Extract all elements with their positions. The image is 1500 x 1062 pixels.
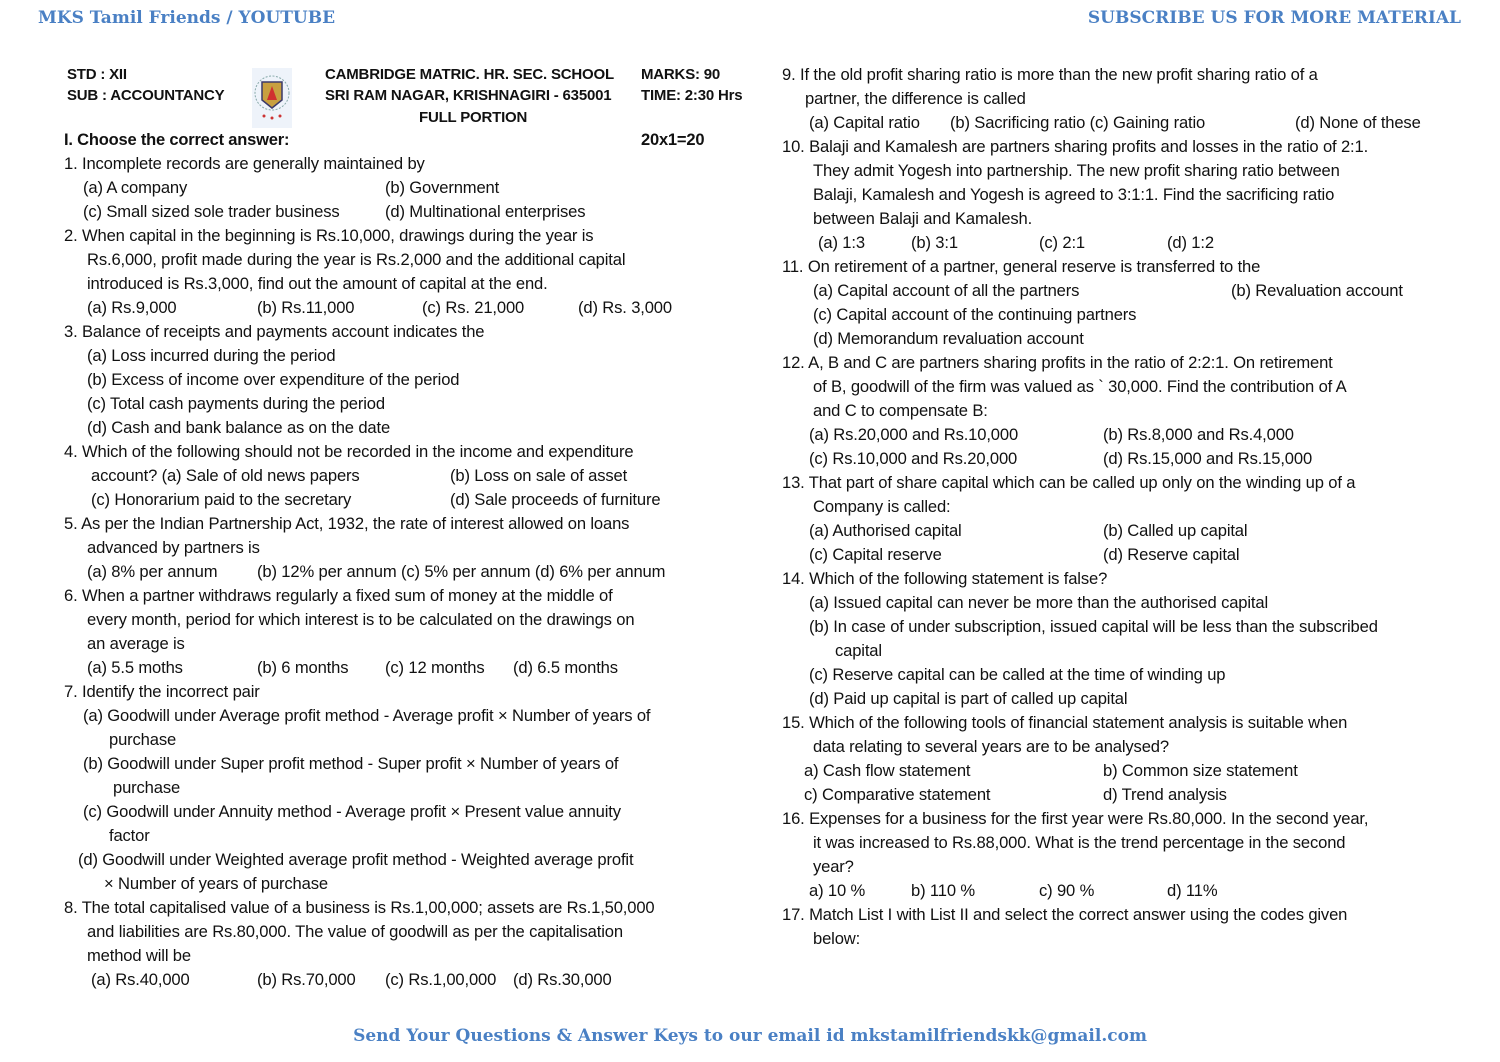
- question-text: 1. Incomplete records are generally maintained by: [64, 154, 425, 173]
- question-text-continued: of B, goodwill of the firm was valued as ` 30,000. Find the contribution of A: [813, 377, 1347, 396]
- answer-option: (d) Goodwill under Weighted average profit method - Weighted average profit: [78, 850, 634, 869]
- answer-option: (a) 1:3: [818, 233, 865, 252]
- answer-option: (d) 6.5 months: [513, 658, 618, 677]
- school-name: CAMBRIDGE MATRIC. HR. SEC. SCHOOL: [325, 66, 614, 83]
- answer-option: (c) Rs. 21,000: [422, 298, 525, 317]
- answer-option: (d) None of these: [1295, 113, 1421, 132]
- answer-option: (a) 8% per annum: [87, 562, 218, 581]
- question-text: 2. When capital in the beginning is Rs.10,000, drawings during the year is: [64, 226, 594, 245]
- answer-option: b) 110 %: [911, 881, 975, 900]
- answer-option: (d) Reserve capital: [1103, 545, 1240, 564]
- answer-option: (d) 1:2: [1167, 233, 1214, 252]
- answer-option: (c) Capital reserve: [809, 545, 942, 564]
- question-text-continued: an average is: [87, 634, 185, 653]
- answer-option: (d) Sale proceeds of furniture: [450, 490, 661, 509]
- answer-option: (c) Capital account of the continuing partners: [813, 305, 1137, 324]
- question-text: 5. As per the Indian Partnership Act, 1932, the rate of interest allowed on loans: [64, 514, 630, 533]
- answer-option: (b) Excess of income over expenditure of the period: [87, 370, 460, 389]
- question-text: 17. Match List I with List II and select the correct answer using the codes given: [782, 905, 1348, 924]
- question-text-continued: and liabilities are Rs.80,000. The value of goodwill as per the capitalisation: [87, 922, 623, 941]
- answer-option: (a) Capital account of all the partners: [813, 281, 1080, 300]
- question-text-continued: capital: [835, 641, 882, 660]
- section-title: I. Choose the correct answer:: [64, 131, 290, 149]
- question-text-continued: every month, period for which interest is to be calculated on the drawings on: [87, 610, 635, 629]
- answer-option: (b) 6 months: [257, 658, 349, 677]
- answer-option: (b) Loss on sale of asset: [450, 466, 628, 485]
- answer-option: a) Cash flow statement: [804, 761, 971, 780]
- answer-option: (c) Small sized sole trader business: [83, 202, 340, 221]
- answer-option: (a) Rs.9,000: [87, 298, 177, 317]
- answer-option: (b) Called up capital: [1103, 521, 1248, 540]
- answer-option: a) 10 %: [809, 881, 866, 900]
- answer-option: (c) Total cash payments during the period: [87, 394, 385, 413]
- answer-option: (a) 5.5 moths: [87, 658, 183, 677]
- answer-option: (a) Authorised capital: [809, 521, 962, 540]
- answer-option: (a) Rs.40,000: [91, 970, 190, 989]
- subject: SUB : ACCOUNTANCY: [67, 87, 225, 104]
- answer-option: c) 90 %: [1039, 881, 1095, 900]
- answer-option: (c) 2:1: [1039, 233, 1085, 252]
- answer-option: (d) Rs.30,000: [513, 970, 612, 989]
- answer-option: (b) Revaluation account: [1231, 281, 1403, 300]
- question-text: 7. Identify the incorrect pair: [64, 682, 260, 701]
- answer-option: (b) Rs.70,000: [257, 970, 356, 989]
- answer-option: (b) Rs.11,000: [257, 298, 355, 317]
- answer-option: (b) Goodwill under Super profit method - Super profit × Number of years of: [83, 754, 619, 773]
- answer-option: (c) 12 months: [385, 658, 485, 677]
- question-text-continued: factor: [109, 826, 150, 845]
- answer-option: (c) Honorarium paid to the secretary: [91, 490, 352, 509]
- school-logo-icon: [252, 68, 292, 128]
- question-text: 3. Balance of receipts and payments account indicates the: [64, 322, 485, 341]
- answer-option: (d) Rs.15,000 and Rs.15,000: [1103, 449, 1313, 468]
- answer-option: (a) Capital ratio: [809, 113, 920, 132]
- answer-option: (d) Memorandum revaluation account: [813, 329, 1084, 348]
- answer-option: (c) Reserve capital can be called at the time of winding up: [809, 665, 1226, 684]
- question-text-continued: it was increased to Rs.88,000. What is the trend percentage in the second: [813, 833, 1346, 852]
- total-marks: MARKS: 90: [641, 66, 721, 83]
- section-marks: 20x1=20: [641, 131, 705, 149]
- question-text-continued: data relating to several years are to be analysed?: [813, 737, 1169, 756]
- footer-email-banner: Send Your Questions & Answer Keys to our email id mkstamilfriendskk@gmail.com: [353, 1026, 1147, 1046]
- answer-option: c) Comparative statement: [804, 785, 991, 804]
- question-text-continued: introduced is Rs.3,000, find out the amount of capital at the end.: [87, 274, 548, 293]
- answer-option: (c) Rs.1,00,000: [385, 970, 497, 989]
- standard: STD : XII: [67, 66, 127, 83]
- question-text-continued: × Number of years of purchase: [104, 874, 328, 893]
- question-text: 8. The total capitalised value of a business is Rs.1,00,000; assets are Rs.1,50,000: [64, 898, 655, 917]
- answer-option: account? (a) Sale of old news papers: [91, 466, 360, 485]
- answer-option: d) Trend analysis: [1103, 785, 1227, 804]
- answer-option: (d) Paid up capital is part of called up capital: [809, 689, 1128, 708]
- question-text: 15. Which of the following tools of financial statement analysis is suitable when: [782, 713, 1348, 732]
- answer-option: (b) 3:1: [911, 233, 958, 252]
- question-text: 10. Balaji and Kamalesh are partners sharing profits and losses in the ratio of 2:1.: [782, 137, 1369, 156]
- question-text-continued: method will be: [87, 946, 191, 965]
- question-text-continued: Company is called:: [813, 497, 951, 516]
- answer-option: (d) Cash and bank balance as on the date: [87, 418, 391, 437]
- school-address: SRI RAM NAGAR, KRISHNAGIRI - 635001: [325, 87, 612, 104]
- question-text-continued: They admit Yogesh into partnership. The new profit sharing ratio between: [813, 161, 1340, 180]
- question-text-continued: purchase: [109, 730, 177, 749]
- channel-banner: MKS Tamil Friends / YOUTUBE: [38, 8, 336, 28]
- question-text-continued: Rs.6,000, profit made during the year is Rs.2,000 and the additional capital: [87, 250, 626, 269]
- answer-option: (b) Rs.8,000 and Rs.4,000: [1103, 425, 1294, 444]
- answer-option: (b) 12% per annum (c) 5% per annum (d) 6% per annum: [257, 562, 666, 581]
- answer-option: (a) Issued capital can never be more than the authorised capital: [809, 593, 1268, 612]
- answer-option: (d) Rs. 3,000: [578, 298, 672, 317]
- answer-option: (b) In case of under subscription, issued capital will be less than the subscribed: [809, 617, 1378, 636]
- question-text-continued: partner, the difference is called: [805, 89, 1026, 108]
- question-text-continued: purchase: [113, 778, 181, 797]
- answer-option: (b) Sacrificing ratio (c) Gaining ratio: [950, 113, 1206, 132]
- question-text: 9. If the old profit sharing ratio is more than the new profit sharing ratio of a: [782, 65, 1318, 84]
- question-text: 6. When a partner withdraws regularly a fixed sum of money at the middle of: [64, 586, 613, 605]
- question-text: 14. Which of the following statement is false?: [782, 569, 1108, 588]
- question-text-continued: advanced by partners is: [87, 538, 260, 557]
- answer-option: b) Common size statement: [1103, 761, 1298, 780]
- answer-option: (b) Government: [385, 178, 500, 197]
- answer-option: (d) Multinational enterprises: [385, 202, 586, 221]
- answer-option: (c) Rs.10,000 and Rs.20,000: [809, 449, 1018, 468]
- question-text: 4. Which of the following should not be recorded in the income and expenditure: [64, 442, 634, 461]
- question-text-continued: between Balaji and Kamalesh.: [813, 209, 1033, 228]
- question-text-continued: Balaji, Kamalesh and Yogesh is agreed to 3:1:1. Find the sacrificing ratio: [813, 185, 1335, 204]
- question-text: 16. Expenses for a business for the first year were Rs.80,000. In the second year,: [782, 809, 1369, 828]
- question-text: 13. That part of share capital which can be called up only on the winding up of a: [782, 473, 1356, 492]
- answer-option: (c) Goodwill under Annuity method - Average profit × Present value annuity: [83, 802, 621, 821]
- answer-option: (a) Loss incurred during the period: [87, 346, 336, 365]
- answer-option: (a) Rs.20,000 and Rs.10,000: [809, 425, 1019, 444]
- question-text-continued: year?: [813, 857, 854, 876]
- subscribe-banner: SUBSCRIBE US FOR MORE MATERIAL: [1087, 8, 1461, 28]
- question-text: 11. On retirement of a partner, general reserve is transferred to the: [782, 257, 1261, 276]
- question-text-continued: and C to compensate B:: [813, 401, 988, 420]
- exam-time: TIME: 2:30 Hrs: [641, 87, 743, 104]
- exam-portion: FULL PORTION: [419, 109, 528, 126]
- answer-option: d) 11%: [1167, 881, 1218, 900]
- answer-option: (a) Goodwill under Average profit method - Average profit × Number of years of: [83, 706, 651, 725]
- question-text: 12. A, B and C are partners sharing profits in the ratio of 2:2:1. On retirement: [782, 353, 1333, 372]
- answer-option: (a) A company: [83, 178, 188, 197]
- question-text-continued: below:: [813, 929, 861, 948]
